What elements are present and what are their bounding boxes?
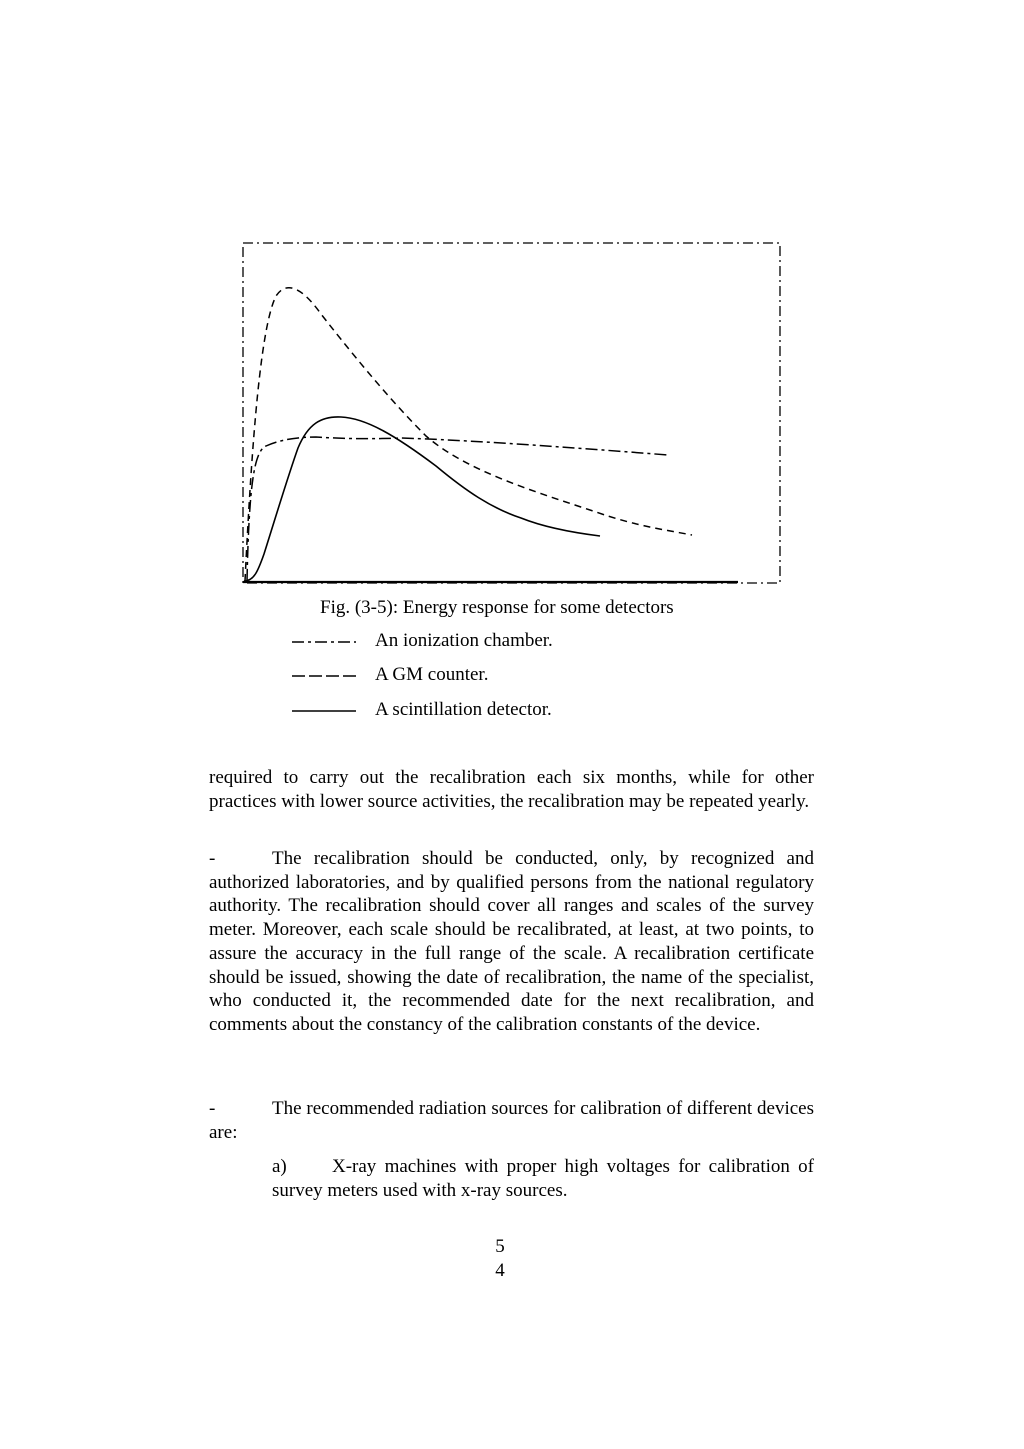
figure-caption: Fig. (3-5): Energy response for some detectors (320, 597, 674, 618)
legend-label: A GM counter. (375, 664, 489, 685)
energy-response-figure (236, 236, 788, 592)
list-item-a (272, 1155, 814, 1202)
legend-label: An ionization chamber. (375, 630, 553, 651)
legend-label: A scintillation detector. (375, 699, 552, 720)
dash-dot-line-icon (292, 640, 356, 644)
bullet-dash: - (209, 848, 216, 869)
paragraph-text: The recalibration should be conducted, only, by recognized and authorized laboratories, and by qualified persons from the national regulatory authority. The recalibration should cover all ranges and scales of the survey meter. Moreover, each scale should be recalibrated, at least, at two points, to assure the accuracy in the full range of the scale. A recalibration certificate should be issued, showing the date of recalibration, the name of the specialist, who conducted it, the recommended date for the next recalibration, and comments about the constancy of the calibration constants of the device. (209, 848, 814, 1035)
list-item-text: X-ray machines with proper high voltages for calibration of survey meters used with x-ray sources. (272, 1156, 814, 1201)
dashed-line-icon (292, 674, 356, 678)
figure-frame (243, 243, 780, 583)
page-number-line-2: 4 (495, 1260, 505, 1281)
list-marker: a) (272, 1156, 287, 1177)
gm-counter-curve (245, 288, 692, 581)
solid-line-icon (292, 709, 356, 713)
scintillation-detector-curve (244, 417, 600, 581)
page-number-line-1: 5 (495, 1236, 505, 1257)
paragraph-recalibration-conduct (209, 847, 814, 1037)
paragraph-text: The recommended radiation sources for calibration of different devices are: (209, 1098, 814, 1143)
bullet-dash: - (209, 1098, 216, 1119)
paragraph-recommended-sources (209, 1097, 814, 1144)
paragraph-recalibration-frequency: required to carry out the recalibration each six months, while for other practices with lower source activities, the recalibration may be repeated yearly. (209, 767, 814, 812)
